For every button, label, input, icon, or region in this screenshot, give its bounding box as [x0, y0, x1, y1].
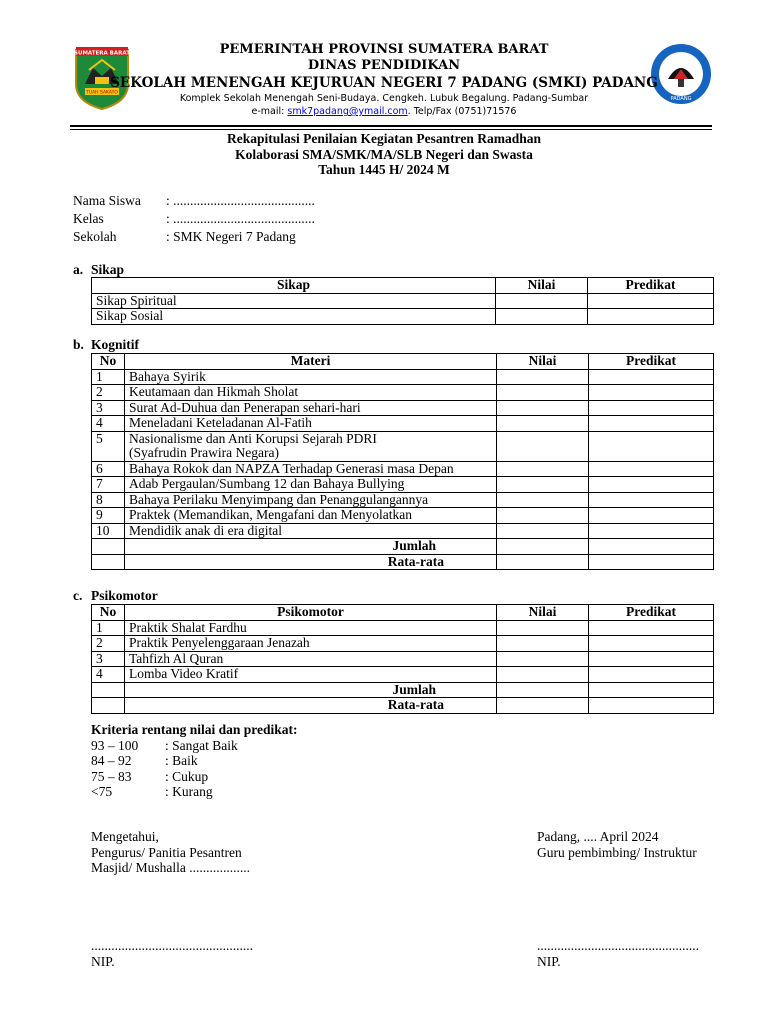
dept-name: DINAS PENDIDIKAN	[307, 58, 461, 73]
materi-line-2: (Syafrudin Prawira Negara)	[129, 445, 279, 460]
rata-predikat-cell[interactable]	[589, 554, 714, 570]
criteria-label: : Baik	[165, 753, 198, 768]
predikat-cell[interactable]	[589, 620, 714, 636]
col-materi: Materi	[125, 354, 497, 370]
col-predikat: Predikat	[589, 605, 714, 621]
jumlah-row	[92, 539, 714, 555]
school-name: SEKOLAH MENENGAH KEJURUAN NEGERI 7 PADANG (SMKI) PADANG	[110, 75, 658, 91]
predikat-cell[interactable]	[589, 667, 714, 683]
school-address: Komplek Sekolah Menengah Seni-Budaya. Cengkeh. Lubuk Begalung. Padang-Sumbar	[179, 93, 589, 104]
logo-left-text: SUMATERA BARAT	[74, 50, 130, 57]
section-a-letter: a.	[73, 262, 84, 277]
sig-right-line-2: Guru pembimbing/ Instruktur	[537, 844, 697, 860]
sig-left-line-2: Pengurus/ Panitia Pesantren	[91, 844, 242, 860]
psikomotor-table	[91, 604, 714, 714]
nilai-cell[interactable]	[497, 620, 589, 636]
email-label: e-mail:	[251, 106, 288, 117]
row-number: 6	[92, 461, 125, 477]
materi-cell: Praktek (Memandikan, Mengafani dan Menyolatkan	[125, 508, 497, 524]
sig-right-nip: NIP.	[537, 953, 561, 969]
class-field[interactable]: : ..........................................	[166, 211, 315, 226]
table-row	[92, 309, 714, 325]
predikat-cell[interactable]	[589, 431, 714, 461]
table-row	[92, 400, 714, 416]
jumlah-nilai-cell[interactable]	[497, 539, 589, 555]
class-label: Kelas	[73, 211, 104, 226]
jumlah-label: Jumlah	[125, 682, 497, 698]
title-line-1: Rekapitulasi Penilaian Kegiatan Pesantren Ramadhan	[226, 131, 542, 146]
predikat-cell[interactable]	[589, 385, 714, 401]
criteria-label: : Sangat Baik	[165, 737, 238, 753]
section-b-heading	[73, 337, 139, 353]
criteria-label: : Cukup	[165, 768, 209, 784]
section-b-letter: b.	[73, 337, 84, 352]
col-psikomotor: Psikomotor	[125, 605, 497, 621]
row-number: 1	[92, 369, 125, 385]
nilai-cell[interactable]	[497, 508, 589, 524]
materi-cell	[125, 431, 497, 461]
email-link[interactable]: smk7padang@ymail.com	[287, 106, 408, 117]
row-number: 2	[92, 636, 125, 652]
criteria-row	[91, 738, 298, 754]
contact-line	[0, 105, 768, 118]
criteria-block	[91, 722, 298, 800]
nilai-cell[interactable]	[496, 309, 588, 325]
nilai-cell[interactable]	[497, 385, 589, 401]
psikomotor-cell: Tahfizh Al Quran	[125, 651, 497, 667]
section-c-heading	[73, 588, 158, 604]
table-row	[92, 508, 714, 524]
nilai-cell[interactable]	[497, 400, 589, 416]
col-no: No	[92, 354, 125, 370]
predikat-cell[interactable]	[589, 636, 714, 652]
section-a-heading	[73, 262, 124, 278]
table-row	[92, 369, 714, 385]
criteria-row	[91, 753, 298, 769]
school-label: Sekolah	[73, 229, 117, 244]
nilai-cell[interactable]	[497, 636, 589, 652]
row-number: 10	[92, 523, 125, 539]
predikat-cell[interactable]	[589, 492, 714, 508]
jumlah-predikat-cell[interactable]	[589, 682, 714, 698]
table-row	[92, 293, 714, 309]
criteria-row	[91, 784, 298, 800]
predikat-cell[interactable]	[589, 508, 714, 524]
section-b-title: Kognitif	[91, 337, 140, 352]
table-row	[92, 385, 714, 401]
nilai-cell[interactable]	[497, 416, 589, 432]
kognitif-table	[91, 353, 714, 570]
sig-right-dots[interactable]: ................................................	[537, 938, 699, 953]
nilai-cell[interactable]	[497, 477, 589, 493]
header-rule-thin	[70, 129, 712, 130]
phone: . Telp/Fax (0751)71576	[407, 106, 517, 117]
empty-cell	[92, 682, 125, 698]
jumlah-predikat-cell[interactable]	[589, 539, 714, 555]
nilai-cell[interactable]	[497, 651, 589, 667]
col-predikat: Predikat	[588, 278, 714, 294]
rata-nilai-cell[interactable]	[497, 698, 589, 714]
sig-right-line-1: Padang, .... April 2024	[537, 829, 659, 844]
jumlah-nilai-cell[interactable]	[497, 682, 589, 698]
criteria-label: : Kurang	[165, 784, 213, 799]
predikat-cell[interactable]	[589, 416, 714, 432]
criteria-range: <75	[91, 784, 113, 799]
signature-left	[91, 829, 250, 876]
row-number: 5	[92, 431, 125, 461]
table-row	[92, 492, 714, 508]
empty-cell	[92, 698, 125, 714]
materi-cell: Mendidik anak di era digital	[125, 523, 497, 539]
nilai-cell[interactable]	[497, 667, 589, 683]
sikap-row-label: Sikap Spiritual	[92, 293, 496, 309]
row-number: 8	[92, 492, 125, 508]
criteria-range: 75 – 83	[91, 768, 132, 784]
materi-cell: Bahaya Syirik	[125, 369, 497, 385]
section-a-title: Sikap	[91, 262, 125, 277]
header-rule-thick	[70, 125, 712, 127]
rata-row	[92, 554, 714, 570]
table-row	[92, 477, 714, 493]
row-number: 2	[92, 385, 125, 401]
materi-cell: Bahaya Perilaku Menyimpang dan Penanggulangannya	[125, 492, 497, 508]
table-row	[92, 620, 714, 636]
col-nilai: Nilai	[497, 605, 589, 621]
predikat-cell[interactable]	[589, 523, 714, 539]
sig-left-nip: NIP.	[91, 953, 115, 969]
signature-right-bottom	[537, 938, 699, 969]
nilai-cell[interactable]	[496, 293, 588, 309]
rata-label: Rata-rata	[125, 554, 497, 570]
rata-predikat-cell[interactable]	[589, 698, 714, 714]
row-number: 4	[92, 667, 125, 683]
document-title	[0, 131, 768, 178]
materi-cell: Adab Pergaulan/Sumbang 12 dan Bahaya Bullying	[125, 477, 497, 493]
row-number: 9	[92, 508, 125, 524]
name-field[interactable]: : ..........................................	[166, 193, 315, 208]
table-row	[92, 651, 714, 667]
logo-right-text: PADANG	[670, 96, 692, 102]
predikat-cell[interactable]	[589, 369, 714, 385]
nilai-cell[interactable]	[497, 461, 589, 477]
predikat-cell[interactable]	[589, 651, 714, 667]
rata-nilai-cell[interactable]	[497, 554, 589, 570]
materi-cell: Bahaya Rokok dan NAPZA Terhadap Generasi masa Depan	[125, 461, 497, 477]
nilai-cell[interactable]	[497, 492, 589, 508]
row-number: 3	[92, 400, 125, 416]
rata-label: Rata-rata	[125, 698, 497, 714]
criteria-row	[91, 769, 298, 785]
col-nilai: Nilai	[497, 354, 589, 370]
table-row	[92, 416, 714, 432]
nilai-cell[interactable]	[497, 431, 589, 461]
materi-cell: Meneladani Keteladanan Al-Fatih	[125, 416, 497, 432]
criteria-title: Kriteria rentang nilai dan predikat:	[91, 722, 298, 737]
title-line-2: Kolaborasi SMA/SMK/MA/SLB Negeri dan Swasta	[235, 146, 533, 162]
table-row	[92, 667, 714, 683]
table-row	[92, 431, 714, 461]
psikomotor-cell: Praktik Penyelenggaraan Jenazah	[125, 636, 497, 652]
sikap-row-label: Sikap Sosial	[92, 309, 496, 325]
letterhead	[0, 42, 768, 118]
section-c-title: Psikomotor	[91, 588, 158, 603]
nilai-cell[interactable]	[497, 369, 589, 385]
logo-left-motto: TUAH SAKATO	[86, 90, 118, 96]
row-number: 3	[92, 651, 125, 667]
col-sikap: Sikap	[92, 278, 496, 294]
predikat-cell[interactable]	[589, 461, 714, 477]
jumlah-label: Jumlah	[125, 539, 497, 555]
table-row	[92, 461, 714, 477]
name-label: Nama Siswa	[73, 193, 141, 208]
table-row	[92, 523, 714, 539]
row-number: 4	[92, 416, 125, 432]
row-number: 1	[92, 620, 125, 636]
materi-line-1: Nasionalisme dan Anti Korupsi Sejarah PDRI	[129, 430, 377, 446]
predikat-cell[interactable]	[588, 309, 714, 325]
table-row	[92, 636, 714, 652]
predikat-cell[interactable]	[589, 400, 714, 416]
materi-cell: Keutamaan dan Hikmah Sholat	[125, 385, 497, 401]
gov-name: PEMERINTAH PROVINSI SUMATERA BARAT	[219, 42, 549, 57]
student-identity	[73, 192, 315, 246]
col-no: No	[92, 605, 125, 621]
signature-right	[537, 829, 697, 860]
sikap-table	[91, 277, 714, 325]
materi-cell: Surat Ad-Duhua dan Penerapan sehari-hari	[125, 400, 497, 416]
empty-cell	[92, 554, 125, 570]
predikat-cell[interactable]	[589, 477, 714, 493]
empty-cell	[92, 539, 125, 555]
nilai-cell[interactable]	[497, 523, 589, 539]
sig-left-dots[interactable]: ................................................	[91, 938, 253, 953]
predikat-cell[interactable]	[588, 293, 714, 309]
col-nilai: Nilai	[496, 278, 588, 294]
criteria-range: 93 – 100	[91, 737, 139, 753]
criteria-range: 84 – 92	[91, 753, 132, 768]
sig-left-line-3: Masjid/ Mushalla ..................	[91, 860, 250, 875]
sig-left-line-1: Mengetahui,	[91, 829, 159, 844]
section-c-letter: c.	[73, 588, 83, 603]
jumlah-row	[92, 682, 714, 698]
psikomotor-cell: Praktik Shalat Fardhu	[125, 620, 497, 636]
signature-left-bottom	[91, 938, 253, 969]
title-line-3: Tahun 1445 H/ 2024 M	[318, 162, 450, 177]
rata-row	[92, 698, 714, 714]
school-field: : SMK Negeri 7 Padang	[166, 229, 296, 244]
col-predikat: Predikat	[589, 354, 714, 370]
row-number: 7	[92, 477, 125, 493]
psikomotor-cell: Lomba Video Kratif	[125, 667, 497, 683]
